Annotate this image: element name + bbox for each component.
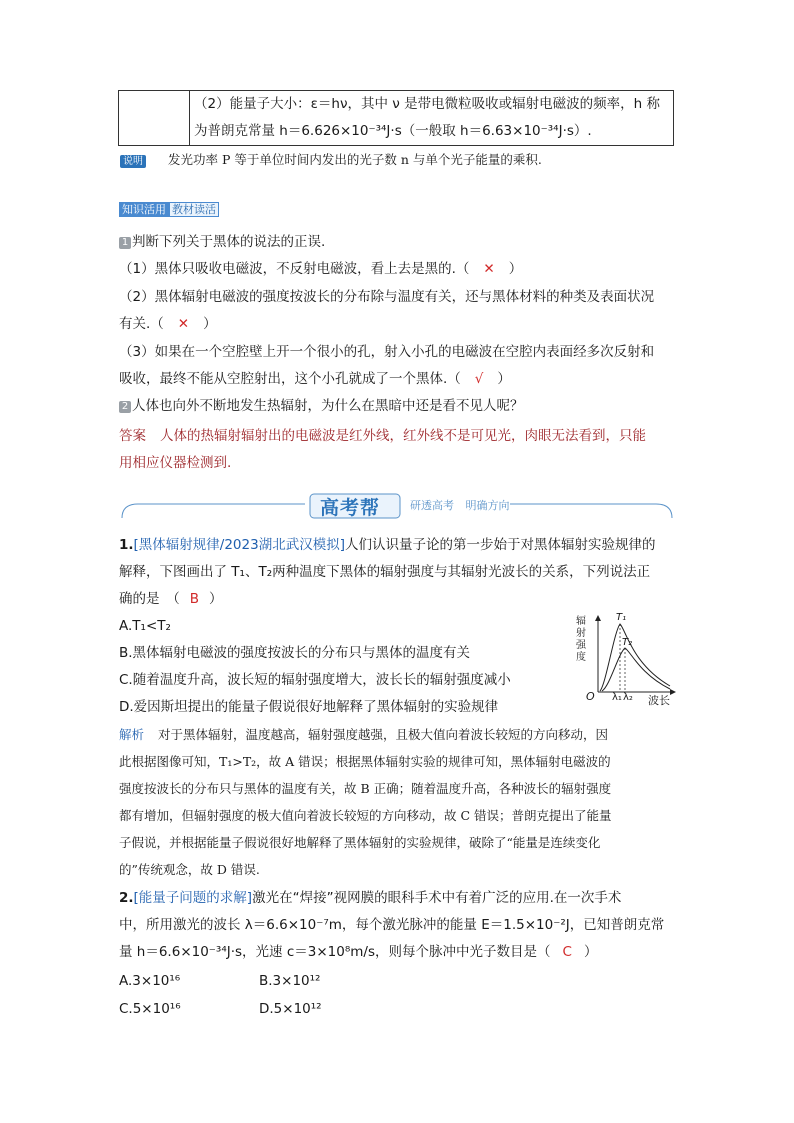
question-2-stem xyxy=(119,393,524,420)
origin-label: O xyxy=(586,690,595,703)
answer-line-1 xyxy=(119,423,646,450)
banner-sub-2: 明确方向 xyxy=(465,499,510,512)
energy-quantum-line-1: （2）能量子大小：ε＝hν，其中 ν 是带电微粒吸收或辐射电磁波的频率，h 称 xyxy=(194,96,660,112)
option-c: C.随着温度升高，波长短的辐射强度增大，波长长的辐射强度减小 xyxy=(119,672,511,688)
lambda-2-label: λ₂ xyxy=(623,692,633,703)
answer-label: 答案 xyxy=(119,428,146,444)
energy-quantum-line-2: 为普朗克常量 h＝6.626×10⁻³⁴J·s（一般取 h＝6.63×10⁻³⁴J·s）. xyxy=(194,123,592,139)
problem-2-line-1 xyxy=(119,885,621,912)
definition-table xyxy=(118,90,674,146)
y-label-char: 辐 xyxy=(576,616,586,627)
paren-close: ） xyxy=(508,261,523,277)
analysis-line-3: 强度按波长的分布只与黑体的温度有关，故 B 正确；随着温度升高，各种波长的辐射强度 xyxy=(119,781,612,796)
problem-2-line-3 xyxy=(119,939,597,966)
q1-item-3-text: 吸收，最终不能从空腔射出，这个小孔就成了一个黑体.（ xyxy=(119,371,461,387)
analysis-line-1 xyxy=(119,722,608,749)
option-b: B.黑体辐射电磁波的强度按波长的分布只与黑体的温度有关 xyxy=(119,645,471,661)
tag-knowledge-use: 知识活用 xyxy=(119,202,169,217)
problem-2-number: 2. xyxy=(119,890,134,906)
table-empty-cell xyxy=(119,91,190,146)
question-1-stem xyxy=(119,229,325,256)
question-number-icon: 1 xyxy=(119,237,131,249)
section-banner xyxy=(120,492,674,522)
option-a: A.T₁<T₂ xyxy=(119,618,171,634)
wrong-mark: ✕ xyxy=(177,316,190,332)
problem-1-line-2: 解释，下图画出了 T₁、T₂两种温度下黑体的辐射强度与其辐射光波长的关系，下列说法正 xyxy=(119,564,651,580)
y-label-char: 度 xyxy=(576,652,586,663)
problem-2-answer: C xyxy=(562,944,572,960)
blackbody-figure xyxy=(570,612,680,710)
q1-item-2-line-1: （2）黑体辐射电磁波的强度按波长的分布除与温度有关，还与黑体材料的种类及表面状况 xyxy=(119,289,655,305)
x-axis-label: 波长 xyxy=(648,694,670,707)
problem-2-stem-1: 激光在“焊接”视网膜的眼科手术中有着广泛的应用.在一次手术 xyxy=(252,890,622,906)
t2-label: T₂ xyxy=(622,637,633,648)
analysis-line-4: 都有增加，但辐射强度的极大值向着波长较短的方向移动，故 C 错误；普朗克提出了能量 xyxy=(119,808,612,823)
p2-option-b: B.3×10¹² xyxy=(259,973,321,989)
q1-item-3-line-1: （3）如果在一个空腔壁上开一个很小的孔，射入小孔的电磁波在空腔内表面经多次反射和 xyxy=(119,344,655,360)
table-content-cell xyxy=(190,91,674,146)
analysis-line-5: 子假说，并根据能量子假说很好地解释了黑体辐射的实验规律，破除了“能量是连续变化 xyxy=(119,835,601,850)
paren-close: ） xyxy=(209,591,223,607)
q1-item-2-line-2 xyxy=(119,311,217,338)
lambda-1-label: λ₁ xyxy=(612,692,622,703)
problem-1-number: 1. xyxy=(119,537,134,553)
p2-option-c: C.5×10¹⁶ xyxy=(119,1001,181,1017)
analysis-line-6: 的”传统观念，故 D 错误. xyxy=(119,862,260,877)
banner-sub-1: 研透高考 xyxy=(410,499,454,512)
note-text: 发光功率 P 等于单位时间内发出的光子数 n 与单个光子能量的乘积. xyxy=(167,152,542,167)
paren-close: ） xyxy=(583,944,598,960)
check-mark: √ xyxy=(474,371,484,387)
y-axis-label xyxy=(576,616,588,664)
problem-2-tag: [能量子问题的求解] xyxy=(133,890,253,906)
q1-item-1-text: （1）黑体只吸收电磁波，不反射电磁波，看上去是黑的.（ xyxy=(119,261,470,277)
problem-1-tag: [黑体辐射规律/2023湖北武汉模拟] xyxy=(133,537,345,553)
p2-option-a: A.3×10¹⁶ xyxy=(119,973,181,989)
q1-item-1 xyxy=(119,256,522,283)
problem-1-stem-3: 确的是 （ xyxy=(119,591,180,607)
curve-t1 xyxy=(600,624,670,691)
paren-close: ） xyxy=(203,316,217,332)
section-tags xyxy=(119,198,219,217)
banner-subtitle xyxy=(410,497,510,513)
q1-item-2-text: 有关.（ xyxy=(119,316,164,332)
banner-lines xyxy=(120,492,674,522)
problem-1-line-1 xyxy=(119,532,655,559)
paren-close: ） xyxy=(497,371,511,387)
problem-1-line-3 xyxy=(119,586,223,613)
banner-title: 高考帮 xyxy=(320,497,381,519)
answer-text-1: 人体的热辐射辐射出的电磁波是红外线，红外线不是可见光，肉眼无法看到，只能 xyxy=(160,428,646,444)
analysis-label: 解析 xyxy=(119,727,145,742)
y-label-char: 强 xyxy=(576,640,586,651)
question-number-icon: 2 xyxy=(119,401,131,413)
answer-line-2: 用相应仪器检测到. xyxy=(119,455,232,471)
problem-2-line-2: 中，所用激光的波长 λ＝6.6×10⁻⁷m，每个激光脉冲的能量 E＝1.5×10⁻²J，已知普朗克常 xyxy=(119,917,665,933)
problem-1-answer: B xyxy=(189,591,200,607)
t1-label: T₁ xyxy=(616,612,627,623)
wrong-mark: ✕ xyxy=(483,261,495,277)
note-row xyxy=(120,146,542,175)
q1-item-3-line-2 xyxy=(119,366,511,393)
p2-option-d: D.5×10¹² xyxy=(259,1001,322,1017)
problem-1-stem-1: 人们认识量子论的第一步始于对黑体辐射实验规律的 xyxy=(344,537,656,553)
y-label-char: 射 xyxy=(576,628,586,639)
analysis-text-1: 对于黑体辐射，温度越高，辐射强度越强，且极大值向着波长较短的方向移动，因 xyxy=(158,727,609,742)
tag-textbook: 教材读活 xyxy=(169,202,219,217)
option-d: D.爱因斯坦提出的能量子假说很好地解释了黑体辐射的实验规律 xyxy=(119,699,499,715)
question-2-text: 人体也向外不断地发生热辐射，为什么在黑暗中还是看不见人呢？ xyxy=(132,398,524,414)
note-label: 说明 xyxy=(120,155,146,168)
analysis-line-2: 此根据图像可知，T₁>T₂，故 A 错误；根据黑体辐射实验的规律可知，黑体辐射电磁波的 xyxy=(119,754,611,769)
question-1-text: 判断下列关于黑体的说法的正误. xyxy=(132,234,326,250)
problem-2-stem-3: 量 h＝6.6×10⁻³⁴J·s，光速 c＝3×10⁸m/s，则每个脉冲中光子数目是（ xyxy=(119,944,551,960)
